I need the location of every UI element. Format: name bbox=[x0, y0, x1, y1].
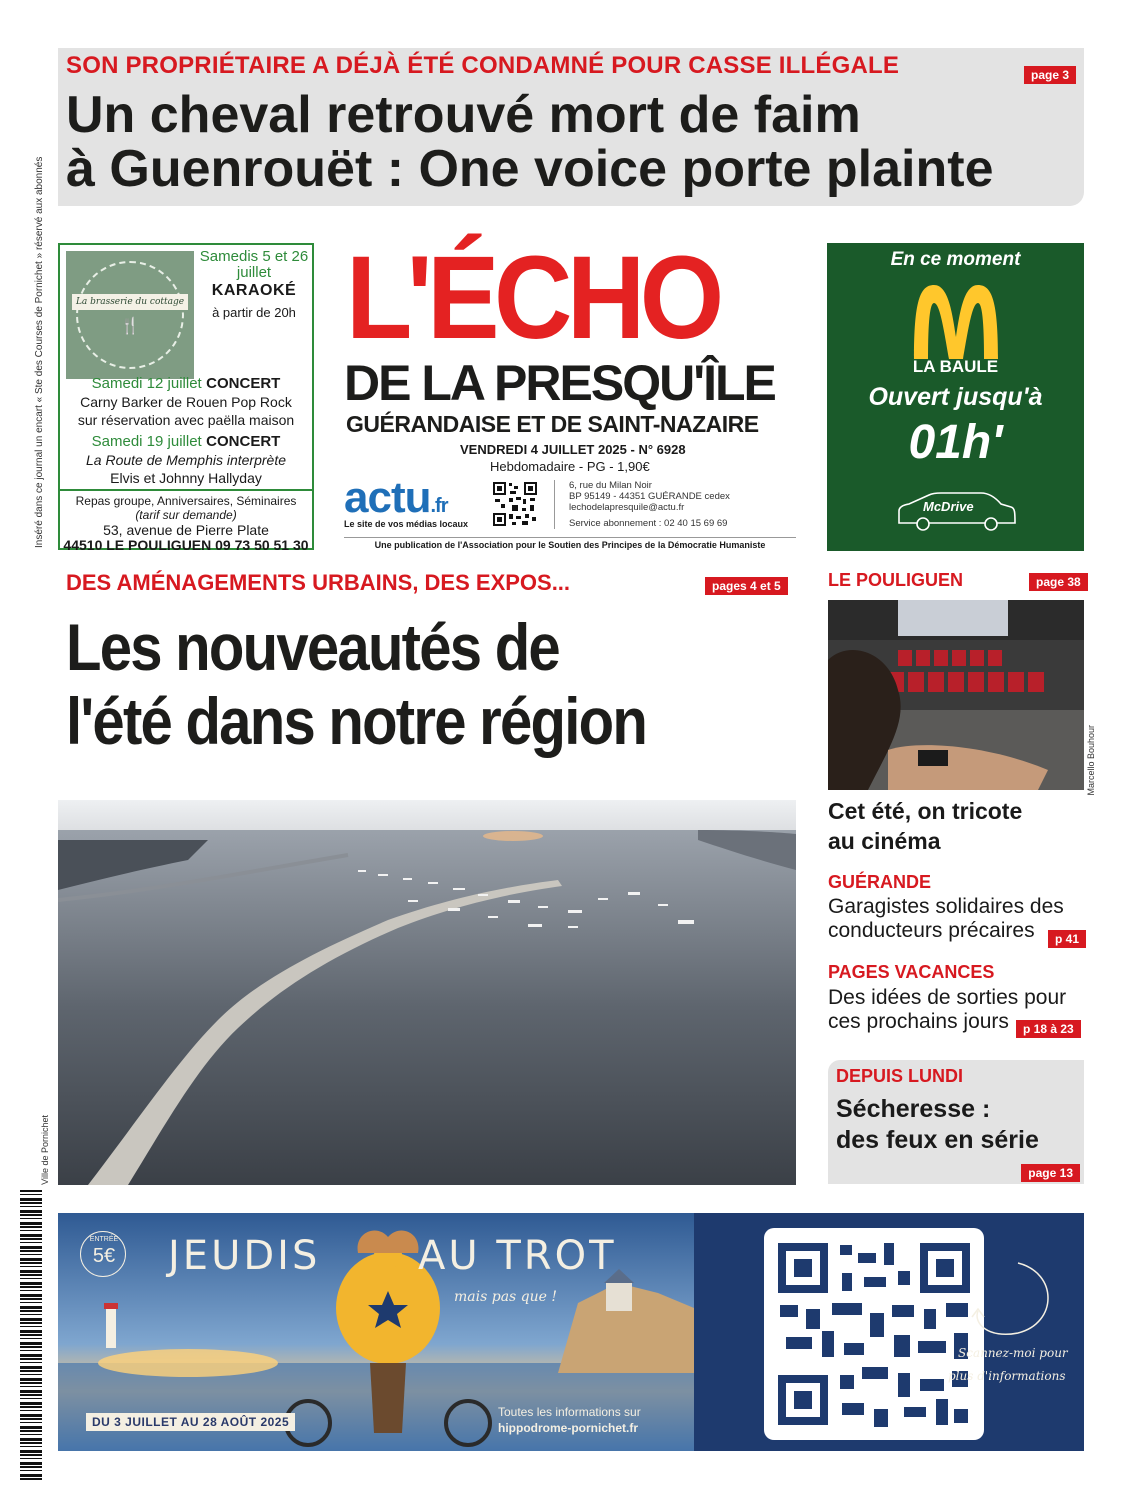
mcdonalds-ad[interactable] bbox=[827, 243, 1084, 551]
masthead-subtitle: GUÉRANDAISE ET DE SAINT-NAZAIRE bbox=[346, 411, 759, 437]
qr-code-icon[interactable] bbox=[492, 481, 538, 527]
cinema-headline-line1: Cet été, on tricote bbox=[828, 798, 1023, 824]
issue-price: Hebdomadaire - PG - 1,90€ bbox=[490, 459, 650, 474]
golden-arches-icon bbox=[910, 281, 1002, 361]
brasserie-logo bbox=[66, 251, 194, 379]
concert-2-date: Samedi 19 juillet bbox=[91, 433, 202, 450]
cinema-photo[interactable] bbox=[828, 600, 1084, 790]
trot-dates: DU 3 JUILLET AU 28 AOÛT 2025 bbox=[86, 1413, 295, 1431]
vacances-kicker: PAGES VACANCES bbox=[828, 962, 995, 982]
brasserie-footer bbox=[60, 489, 312, 552]
concert-2-line1: La Route de Memphis interprète bbox=[86, 452, 286, 468]
top-story-headline-line2: à Guenrouët : One voice porte plainte bbox=[66, 140, 994, 198]
cinema-photo-credit-text: Marcello Bouhour bbox=[1086, 725, 1096, 796]
vacances-headline-line2: ces prochains jours bbox=[828, 1010, 1009, 1033]
brasserie-ad[interactable] bbox=[58, 243, 314, 553]
concert-1-line2: sur réservation avec paëlla maison bbox=[77, 412, 295, 428]
trot-scan-line2: plus d'informations bbox=[948, 1369, 1066, 1383]
trot-title-word1: JEUDIS bbox=[168, 1233, 321, 1279]
vacances-page-tag[interactable]: p 18 à 23 bbox=[1016, 1020, 1081, 1038]
guerande-headline-line2: conducteurs précaires bbox=[828, 919, 1035, 942]
top-story-kicker: SON PROPRIÉTAIRE A DÉJÀ ÉTÉ CONDAMNÉ POUR CASSE ILLÉGALE bbox=[66, 52, 900, 79]
main-story-headline-line1: Les nouveautés de bbox=[66, 610, 559, 684]
concert-2-title: CONCERT bbox=[206, 433, 281, 450]
main-story-photo[interactable] bbox=[58, 800, 796, 1185]
issue-date-number: VENDREDI 4 JUILLET 2025 - N° 6928 bbox=[460, 442, 686, 457]
secheresse-headline-line1: Sécheresse : bbox=[836, 1095, 991, 1123]
main-photo-credit-text: Ville de Pornichet bbox=[40, 1115, 50, 1185]
concert-1 bbox=[60, 375, 312, 429]
cutlery-icon: 🍴 bbox=[120, 318, 140, 335]
trot-ad[interactable] bbox=[58, 1213, 1084, 1451]
top-story-banner[interactable] bbox=[58, 48, 1084, 206]
brasserie-logo-text: La brasserie du cottage bbox=[72, 294, 188, 310]
karaoke-title: KARAOKÉ bbox=[211, 282, 297, 299]
mcd-ad-kicker: En ce moment bbox=[890, 249, 1021, 270]
masthead-title: L'ÉCHO bbox=[346, 232, 719, 364]
trot-subtitle: mais pas que ! bbox=[454, 1289, 558, 1305]
main-photo-credit bbox=[40, 1115, 50, 1185]
address-email[interactable]: lechodelapresquile@actu.fr bbox=[569, 502, 685, 513]
wreath-icon bbox=[76, 261, 184, 369]
cinema-headline-line2: au cinéma bbox=[828, 828, 941, 854]
trot-price-label: ENTRÉE bbox=[89, 1236, 119, 1243]
main-story-kicker: DES AMÉNAGEMENTS URBAINS, DES EXPOS... bbox=[66, 570, 571, 595]
side-insert-note bbox=[34, 156, 56, 548]
trot-info-line1: Toutes les informations sur bbox=[498, 1405, 641, 1419]
main-story-headline-line2: l'été dans notre région bbox=[66, 684, 647, 758]
secheresse-headline-line2: des feux en série bbox=[836, 1126, 1039, 1154]
publication-line: Une publication de l'Association pour le Soutien des Principes de la Démocratie Humaniste bbox=[344, 537, 796, 550]
secheresse-headline bbox=[836, 1094, 1039, 1156]
secheresse-box[interactable] bbox=[828, 1060, 1084, 1184]
trot-scan-line1: Scannez-moi pour bbox=[958, 1346, 1068, 1360]
main-story-headline[interactable] bbox=[66, 610, 646, 758]
karaoke-time: à partir de 20h bbox=[212, 305, 296, 320]
actu-tagline: Le site de vos médias locaux bbox=[344, 519, 469, 529]
subscription-service: Service abonnement : 02 40 15 69 69 bbox=[569, 518, 728, 529]
concert-1-title: CONCERT bbox=[206, 375, 281, 392]
brasserie-footer-phone: 44510 LE POULIGUEN 09 73 50 51 30 bbox=[63, 537, 309, 553]
brasserie-footer-services: Repas groupe, Anniversaires, Séminaires bbox=[75, 494, 297, 508]
vacances-headline-line1: Des idées de sorties pour bbox=[828, 986, 1067, 1009]
karaoke-dates: Samedis 5 et 26 juillet bbox=[199, 248, 309, 281]
top-story-headline-line1: Un cheval retrouvé mort de faim bbox=[66, 86, 861, 144]
concert-2 bbox=[60, 433, 312, 487]
guerande-page-tag[interactable]: p 41 bbox=[1048, 930, 1086, 948]
mcd-ad-open: Ouvert jusqu'à bbox=[868, 383, 1043, 411]
side-insert-note-text: Inséré dans ce journal un encart « Ste des Courses de Pornichet » réservé aux abonnés bbox=[34, 156, 45, 548]
masthead-title-second: DE LA PRESQU'ÎLE bbox=[344, 355, 775, 411]
barcode bbox=[20, 1190, 42, 1480]
concert-2-line2: Elvis et Johnny Hallyday bbox=[110, 470, 262, 486]
address-block bbox=[554, 480, 730, 529]
trot-website-link[interactable]: hippodrome-pornichet.fr bbox=[498, 1421, 638, 1435]
trot-price: 5€ bbox=[92, 1245, 116, 1267]
guerande-headline[interactable] bbox=[828, 895, 1084, 943]
mcdrive-label: McDrive bbox=[923, 499, 974, 514]
pouliguen-page-tag[interactable]: page 38 bbox=[1029, 573, 1088, 591]
top-story-page-tag[interactable]: page 3 bbox=[1024, 66, 1076, 84]
secheresse-kicker: DEPUIS LUNDI bbox=[836, 1066, 964, 1086]
cinema-photo-credit bbox=[1086, 725, 1096, 796]
address-line1: 6, rue du Milan Noir bbox=[569, 480, 652, 491]
masthead bbox=[340, 232, 805, 553]
trot-price-badge bbox=[80, 1231, 126, 1277]
address-line2: BP 95149 - 44351 GUÉRANDE cedex bbox=[569, 491, 730, 502]
karaoke-block bbox=[198, 249, 310, 321]
guerande-headline-line1: Garagistes solidaires des bbox=[828, 895, 1064, 918]
concert-1-line1: Carny Barker de Rouen Pop Rock bbox=[80, 394, 292, 410]
guerande-kicker: GUÉRANDE bbox=[828, 872, 932, 892]
actu-logo-suffix: .fr bbox=[430, 495, 448, 517]
main-story-page-tag[interactable]: pages 4 et 5 bbox=[705, 577, 788, 595]
mcd-ad-hour: 01h' bbox=[908, 416, 1003, 469]
top-story-headline bbox=[66, 88, 994, 196]
pouliguen-kicker: LE POULIGUEN bbox=[828, 570, 964, 590]
brasserie-footer-tariff: (tarif sur demande) bbox=[135, 508, 237, 522]
cinema-headline[interactable] bbox=[828, 796, 1084, 856]
actu-logo-text: actu bbox=[344, 473, 431, 522]
mcd-ad-city: LA BAULE bbox=[912, 357, 999, 376]
concert-1-date: Samedi 12 juillet bbox=[91, 375, 202, 392]
brasserie-footer-address: 53, avenue de Pierre Plate bbox=[103, 522, 269, 538]
secheresse-page-tag[interactable]: page 13 bbox=[1021, 1164, 1080, 1182]
trot-title-word2: AU TROT bbox=[418, 1233, 617, 1279]
